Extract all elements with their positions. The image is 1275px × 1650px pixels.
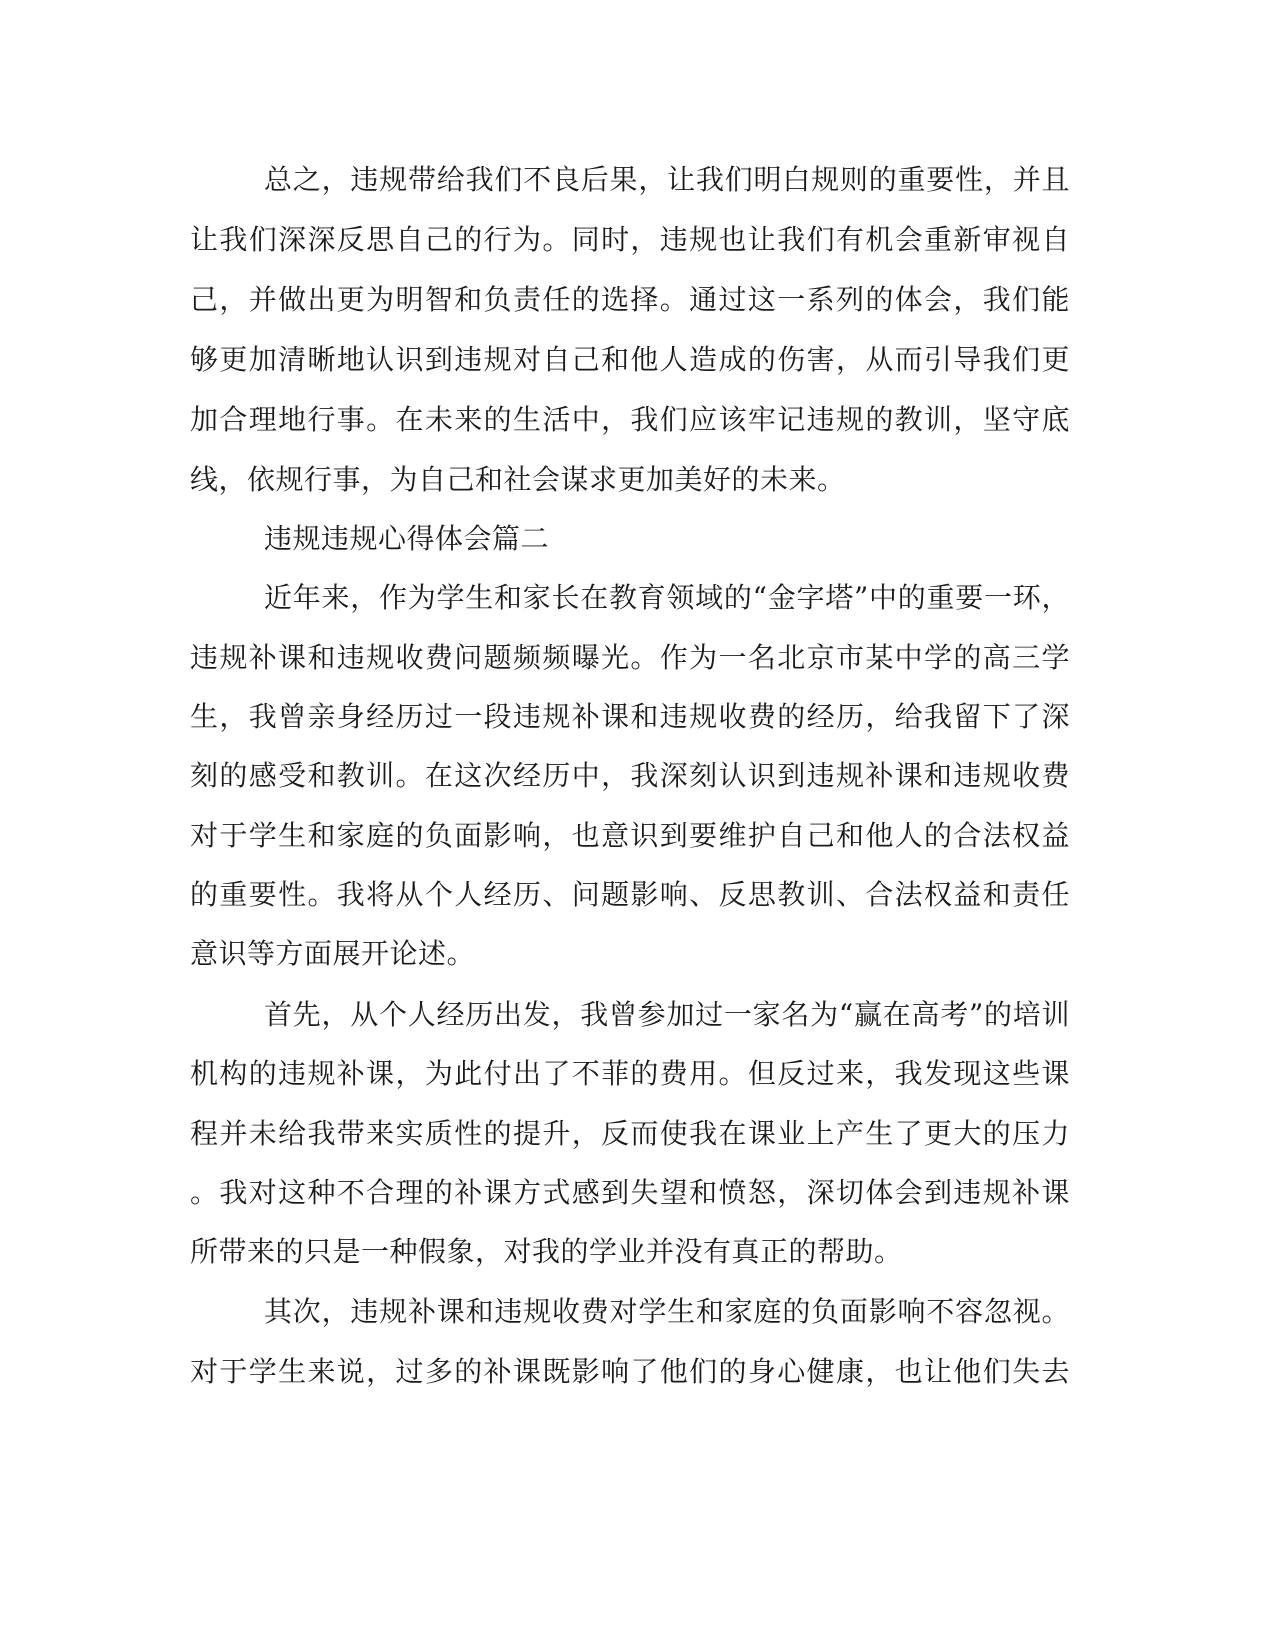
paragraph-line: 对于学生来说，过多的补课既影响了他们的身心健康，也让他们失去 [190,1355,1070,1388]
paragraph-line: 违规补课和违规收费问题频频曝光。作为一名北京市某中学的高三学 [190,641,1070,674]
paragraph-line: 加合理地行事。在未来的生活中，我们应该牢记违规的教训，坚守底 [190,403,1070,436]
paragraph-line: 对于学生和家庭的负面影响，也意识到要维护自己和他人的合法权益 [190,819,1070,852]
paragraph-line: 让我们深深反思自己的行为。同时，违规也让我们有机会重新审视自 [190,223,1070,256]
paragraph-line: 总之，违规带给我们不良后果，让我们明白规则的重要性，并且 [264,163,1070,196]
paragraph-line: 己，并做出更为明智和负责任的选择。通过这一系列的体会，我们能 [190,283,1070,316]
paragraph-line: 其次，违规补课和违规收费对学生和家庭的负面影响不容忽视。 [264,1295,1070,1328]
section-heading: 违规违规心得体会篇二 [264,522,550,555]
paragraph-line: 程并未给我带来实质性的提升，反而使我在课业上产生了更大的压力 [190,1117,1070,1150]
paragraph-line: 线，依规行事，为自己和社会谋求更加美好的未来。 [190,463,846,496]
paragraph-line: 近年来，作为学生和家长在教育领域的“金字塔”中的重要一环， [264,581,1070,614]
paragraph-line: 。我对这种不合理的补课方式感到失望和愤怒，深切体会到违规补课 [190,1176,1070,1209]
paragraph-line: 够更加清晰地认识到违规对自己和他人造成的伤害，从而引导我们更 [190,343,1070,376]
paragraph-line: 首先，从个人经历出发，我曾参加过一家名为“赢在高考”的培训 [264,998,1070,1031]
paragraph-line: 意识等方面展开论述。 [190,937,476,970]
paragraph-line: 所带来的只是一种假象，对我的学业并没有真正的帮助。 [190,1235,903,1268]
paragraph-line: 的重要性。我将从个人经历、问题影响、反思教训、合法权益和责任 [190,878,1070,911]
paragraph-line: 刻的感受和教训。在这次经历中，我深刻认识到违规补课和违规收费 [190,759,1070,792]
paragraph-line: 机构的违规补课，为此付出了不菲的费用。但反过来，我发现这些课 [190,1057,1070,1090]
paragraph-line: 生，我曾亲身经历过一段违规补课和违规收费的经历，给我留下了深 [190,700,1070,733]
